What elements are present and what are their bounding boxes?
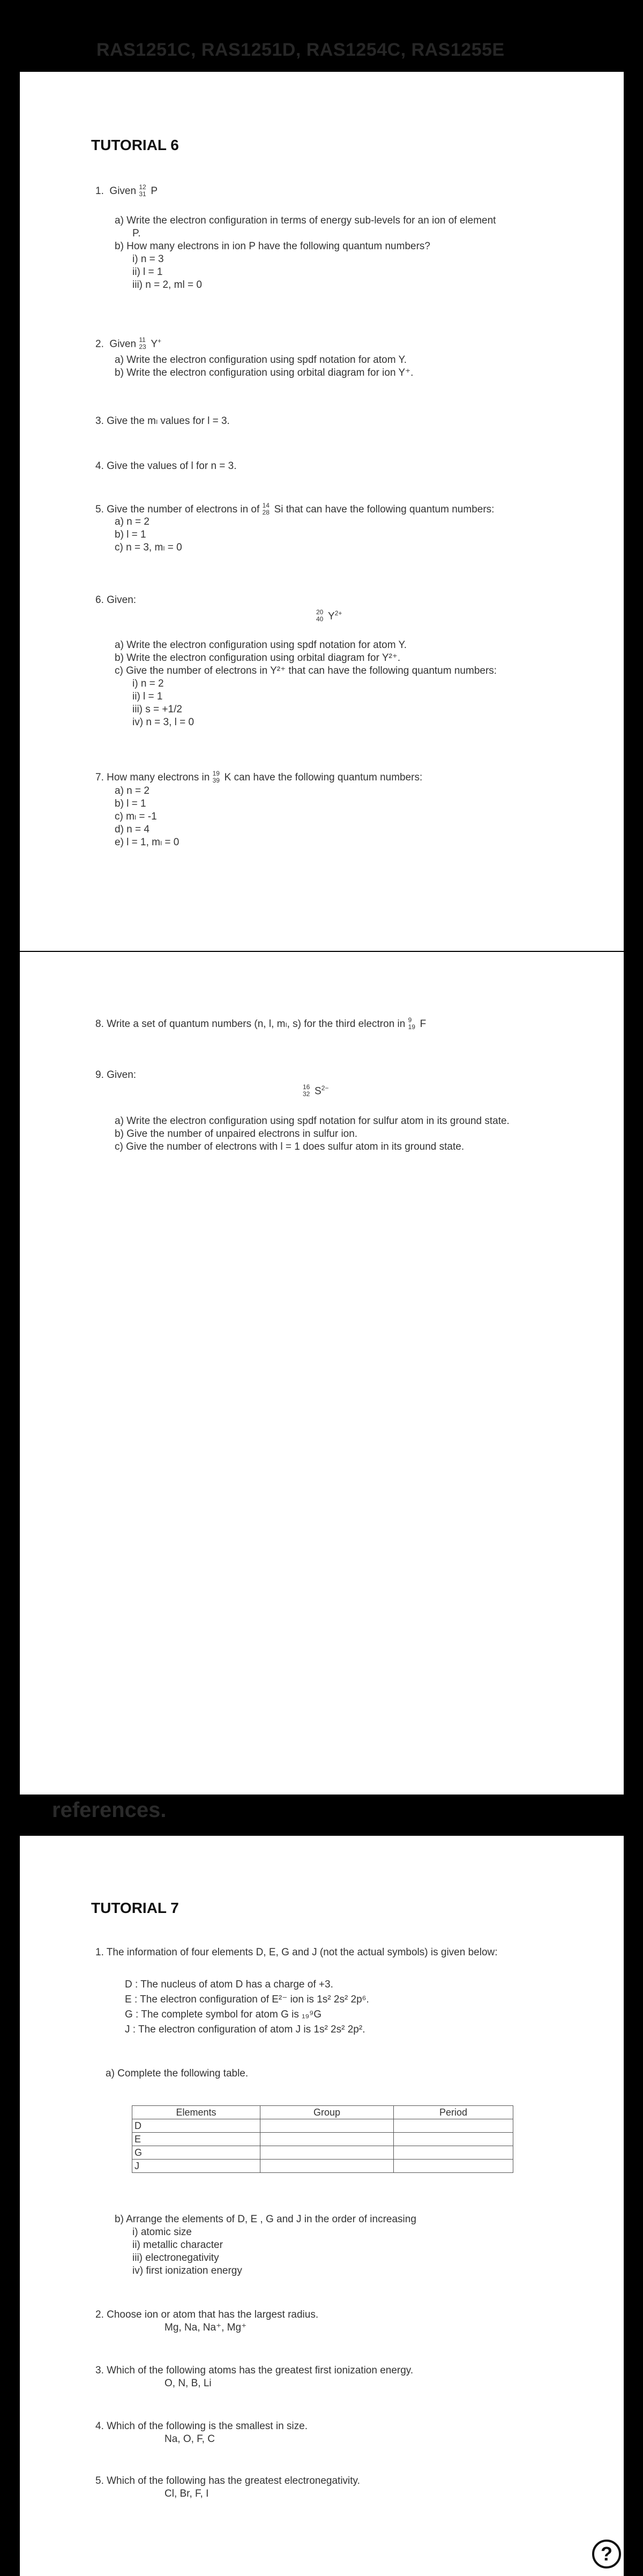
elements-table — [132, 2105, 513, 2173]
t7-question-1-b-iv: iv) first ionization energy — [132, 2265, 242, 2276]
question-7-part-d: d) n = 4 — [115, 824, 149, 835]
question-5-part-c: c) n = 3, mₗ = 0 — [115, 542, 182, 553]
table-cell-period — [394, 2119, 513, 2133]
t7-question-3-options: O, N, B, Li — [165, 2378, 212, 2389]
question-9-part-a: a) Write the electron configuration using spdf notation for sulfur atom in its ground state. — [115, 1115, 510, 1127]
question-1-b-iii: iii) n = 2, ml = 0 — [132, 279, 202, 291]
t7-question-1-b-iii: iii) electronegativity — [132, 2252, 219, 2264]
question-7-part-e: e) l = 1, mₗ = 0 — [115, 837, 180, 848]
table-row — [132, 2160, 513, 2173]
table-row — [132, 2119, 513, 2133]
isotope-notation: 14 28 — [262, 502, 270, 516]
question-5-stem: 5. Give the number of electrons in of 14 28 Si that can have the following quantum numbers: — [95, 502, 495, 516]
help-button[interactable]: ? — [592, 2540, 621, 2568]
table-cell-period — [394, 2133, 513, 2146]
question-2-part-a: a) Write the electron configuration using spdf notation for atom Y. — [115, 354, 407, 366]
question-6-part-c: c) Give the number of electrons in Y²⁺ that can have the following quantum numbers: — [115, 665, 497, 676]
question-1-part-a-cont: P. — [132, 228, 141, 239]
question-2-stem: 2. Given 11 23 Y+ — [95, 336, 162, 351]
t7-question-1-part-b: b) Arrange the elements of D, E , G and J in the order of increasing — [115, 2214, 416, 2225]
question-1-b-i: i) n = 3 — [132, 254, 164, 265]
t7-question-1-intro: 1. The information of four elements D, E, G and J (not the actual symbols) is given below: — [95, 1947, 498, 1958]
question-9-part-b: b) Give the number of unpaired electrons in sulfur ion. — [115, 1128, 358, 1140]
question-6-c-i: i) n = 2 — [132, 678, 164, 689]
question-7-part-c: c) mₗ = -1 — [115, 811, 157, 822]
document-page-1 — [20, 72, 624, 951]
background-course-codes: RAS1251C, RAS1251D, RAS1254C, RAS1255E — [96, 40, 505, 60]
isotope-notation: 20 40 — [316, 608, 324, 623]
table-cell-group — [260, 2133, 394, 2146]
question-9-part-c: c) Give the number of electrons with l = 1 does sulfur atom in its ground state. — [115, 1141, 465, 1152]
t7-element-j-info: J : The electron configuration of atom J is 1s² 2s² 2p². — [125, 2024, 365, 2035]
question-9-stem: 9. Given: — [95, 1069, 137, 1081]
isotope-notation: 16 32 — [303, 1083, 310, 1098]
question-6-part-a: a) Write the electron configuration using spdf notation for atom Y. — [115, 639, 407, 651]
question-6-stem: 6. Given: — [95, 594, 137, 606]
t7-question-4: 4. Which of the following is the smallest in size. — [95, 2421, 308, 2432]
t7-question-2: 2. Choose ion or atom that has the largest radius. — [95, 2309, 319, 2320]
table-cell-element: G — [132, 2146, 260, 2160]
table-header-period: Period — [394, 2106, 513, 2119]
table-cell-element: J — [132, 2160, 260, 2173]
t7-question-4-options: Na, O, F, C — [165, 2433, 215, 2445]
question-8: 8. Write a set of quantum numbers (n, l, mₗ, s) for the third electron in 9 19 F — [95, 1016, 427, 1031]
question-7-part-b: b) l = 1 — [115, 798, 146, 809]
table-cell-element: E — [132, 2133, 260, 2146]
question-3: 3. Give the mₗ values for l = 3. — [95, 415, 230, 427]
question-6-c-iv: iv) n = 3, l = 0 — [132, 717, 195, 728]
document-page-3 — [20, 1836, 624, 2576]
question-1-part-b: b) How many electrons in ion P have the following quantum numbers? — [115, 241, 430, 252]
tutorial-7-title: TUTORIAL 7 — [91, 1900, 179, 1916]
document-page-2 — [20, 952, 624, 1795]
table-cell-group — [260, 2119, 394, 2133]
question-6-c-ii: ii) l = 1 — [132, 691, 163, 702]
question-1-part-a: a) Write the electron configuration in terms of energy sub-levels for an ion of element — [115, 215, 496, 226]
question-1-stem: 1. Given 12 31 P — [95, 183, 158, 198]
question-2-part-b: b) Write the electron configuration using orbital diagram for ion Y⁺. — [115, 367, 414, 378]
t7-element-d-info: D : The nucleus of atom D has a charge of +3. — [125, 1979, 333, 1990]
tutorial-6-title: TUTORIAL 6 — [91, 137, 179, 153]
question-6-c-iii: iii) s = +1/2 — [132, 704, 182, 715]
question-7-part-a: a) n = 2 — [115, 785, 149, 796]
t7-element-e-info: E : The electron configuration of E²⁻ ion is 1s² 2s² 2p⁶. — [125, 1994, 369, 2005]
t7-question-5: 5. Which of the following has the greatest electronegativity. — [95, 2475, 360, 2486]
table-cell-group — [260, 2146, 394, 2160]
t7-question-5-options: Cl, Br, F, I — [165, 2488, 209, 2499]
t7-question-3: 3. Which of the following atoms has the greatest first ionization energy. — [95, 2365, 414, 2376]
isotope-notation: 19 39 — [212, 770, 220, 784]
table-cell-period — [394, 2160, 513, 2173]
background-references-text: references. — [52, 1798, 167, 1822]
table-cell-period — [394, 2146, 513, 2160]
table-row — [132, 2133, 513, 2146]
table-cell-group — [260, 2160, 394, 2173]
table-header-group: Group — [260, 2106, 394, 2119]
isotope-notation: 12 31 — [139, 183, 146, 198]
question-4: 4. Give the values of l for n = 3. — [95, 460, 237, 472]
question-6-part-b: b) Write the electron configuration using orbital diagram for Y²⁺. — [115, 652, 401, 664]
t7-question-1-b-ii: ii) metallic character — [132, 2239, 223, 2251]
question-1-b-ii: ii) l = 1 — [132, 266, 163, 278]
question-9-isotope: 16 32 $S^{2-}$ — [303, 1083, 329, 1098]
t7-question-2-options: Mg, Na, Na⁺, Mg⁺ — [165, 2322, 247, 2333]
question-7-stem: 7. How many electrons in 19 39 K can have the following quantum numbers: — [95, 770, 423, 784]
isotope-notation: 9 19 — [408, 1016, 415, 1031]
table-cell-element: D — [132, 2119, 260, 2133]
table-row — [132, 2146, 513, 2160]
table-header-elements: Elements — [132, 2106, 260, 2119]
t7-question-1-part-a: a) Complete the following table. — [106, 2068, 249, 2079]
t7-question-1-b-i: i) atomic size — [132, 2227, 192, 2238]
question-5-part-a: a) n = 2 — [115, 516, 149, 527]
t7-element-g-info: G : The complete symbol for atom G is ₁₉⁹G — [125, 2009, 322, 2020]
question-6-isotope: 20 40 $Y^{2+}$ — [316, 608, 342, 623]
question-5-part-b: b) l = 1 — [115, 529, 146, 540]
isotope-notation: 11 23 — [139, 336, 146, 351]
